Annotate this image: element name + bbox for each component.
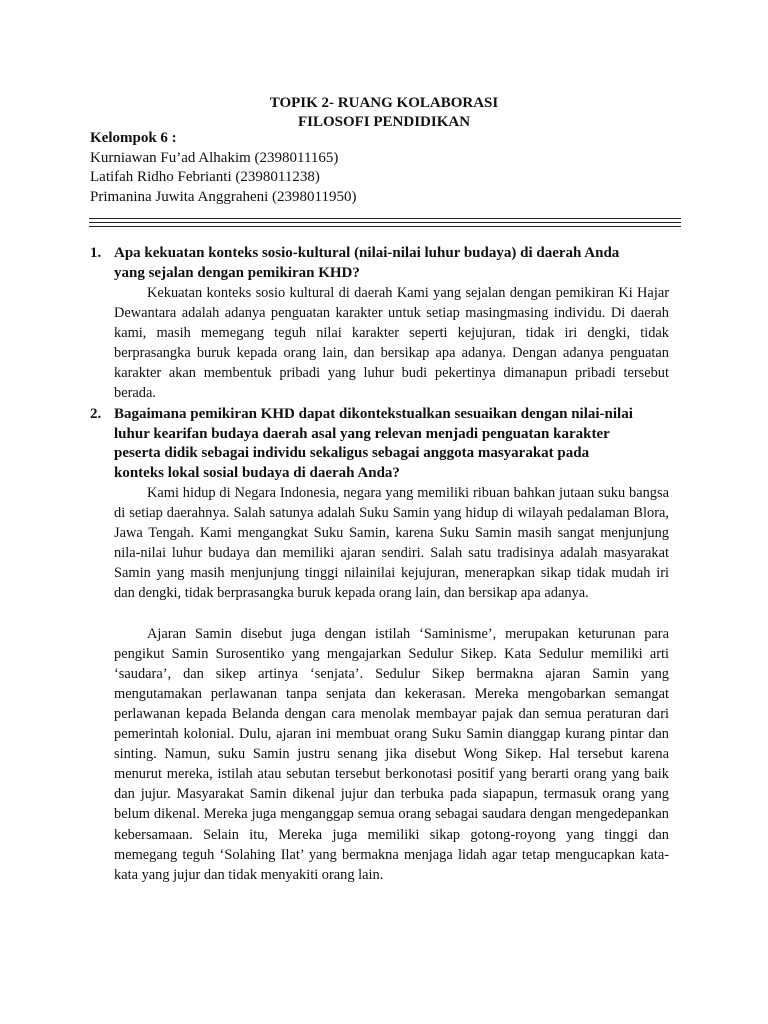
divider-line xyxy=(89,218,681,219)
group-heading: Kelompok 6 : xyxy=(90,130,177,146)
group-info xyxy=(90,129,356,207)
answer-text xyxy=(114,483,669,885)
question-number: 1. xyxy=(90,245,102,261)
question-line: luhur kearifan budaya daerah asal yang relevan menjadi penguatan karakter xyxy=(114,425,610,442)
question-block-1 xyxy=(90,244,682,404)
question-line: Bagaimana pemikiran KHD dapat dikontekstualkan sesuaikan dengan nilai-nilai xyxy=(114,406,633,422)
question-line: yang sejalan dengan pemikiran KHD? xyxy=(114,264,360,281)
question-line: Apa kekuatan konteks sosio-kultural (nilai-nilai luhur budaya) di daerah Anda xyxy=(114,245,620,261)
answer-paragraph: Kekuatan konteks sosio kultural di daerah Kami yang sejalan dengan pemikiran Ki Hajar Dewantara adalah adanya penguatan karakter untuk setiap masingmasing individu. Di daerah kami, masih memegang teguh nilai karakter seperti kejujuran, tidak iri dengki, tidak berprasangka buruk kepada orang lain, dan bersikap apa adanya. Dengan adanya penguatan karakter akan membentuk pribadi yang luhur budi pekertinya dimanapun pribadi tersebut berada. xyxy=(114,285,669,402)
question-line: konteks lokal sosial budaya di daerah Anda? xyxy=(114,464,400,481)
answer-paragraph: Kami hidup di Negara Indonesia, negara yang memiliki ribuan bahkan jutaan suku bangsa di setiap daerahnya. Salah satunya adalah Suku Samin yang hidup di wilayah pedalaman Blora, Jawa Tengah. Kami mengangkat Suku Samin, karena Suku Samin masih sangat menjunjung nila-nilai luhur budaya dan memiliki ajaran sendiri. Salah satu tradisinya adalah masyarakat Samin yang masih menjunjung tinggi nilainilai kejujuran, menerapkan sikap tidak mudah iri dan dengki, tidak berprasangka buruk kepada orang lain, dan bersikap apa adanya. xyxy=(114,485,669,602)
answer-paragraph: Ajaran Samin disebut juga dengan istilah ‘Saminisme’, merupakan keturunan para pengikut Samin Surosentiko yang mengajarkan Sedulur Sikep. Kata Sedulur memiliki arti ‘saudara’, dan sikep artinya ‘senjata’. Sedulur Sikep bermakna ajaran Samin yang mengutamakan perlawanan tanpa senjata dan kekerasan. Mereka mengobarkan semangat perlawanan kepada Belanda dengan cara menolak membayar pajak dan semua peraturan dari pemerintah kolonial. Dulu, ajaran ini membuat orang Suku Samin dianggap kurang pintar dan sinting. Namun, suku Samin justru senang jika disebut Wong Sikep. Hal tersebut karena menurut mereka, istilah atau sebutan tersebut berkonotasi positif yang berarti orang yang baik dan jujur. Masyarakat Samin dikenal jujur dan terbuka pada siapapun, termasuk orang yang belum dikenal. Mereka juga menganggap semua orang sebagai saudara dengan mengedepankan kebersamaan. Selain itu, Mereka juga memiliki sikap gotong-royong yang tinggi dan memegang teguh ‘Solahing Ilat’ yang bermakna menjaga lidah agar tetap mengucapkan kata-kata yang jujur dan tidak menyakiti orang lain. xyxy=(114,625,669,883)
document-title-line1: TOPIK 2- RUANG KOLABORASI xyxy=(269,95,499,111)
group-member: Primanina Juwita Anggraheni (2398011950) xyxy=(90,188,357,205)
document-title-line2: FILOSOFI PENDIDIKAN xyxy=(297,114,471,130)
divider-line xyxy=(89,226,681,227)
group-member: Kurniawan Fu’ad Alhakim (2398011165) xyxy=(90,149,339,166)
answer-text xyxy=(114,283,669,404)
question-text xyxy=(114,405,682,483)
divider-line xyxy=(89,222,681,223)
question-number: 2. xyxy=(90,406,102,422)
question-text xyxy=(114,244,682,283)
question-line: peserta didik sebagai individu sekaligus sebagai anggota masyarakat pada xyxy=(114,445,590,461)
question-block-2 xyxy=(90,405,682,885)
group-member: Latifah Ridho Febrianti (2398011238) xyxy=(90,169,320,185)
